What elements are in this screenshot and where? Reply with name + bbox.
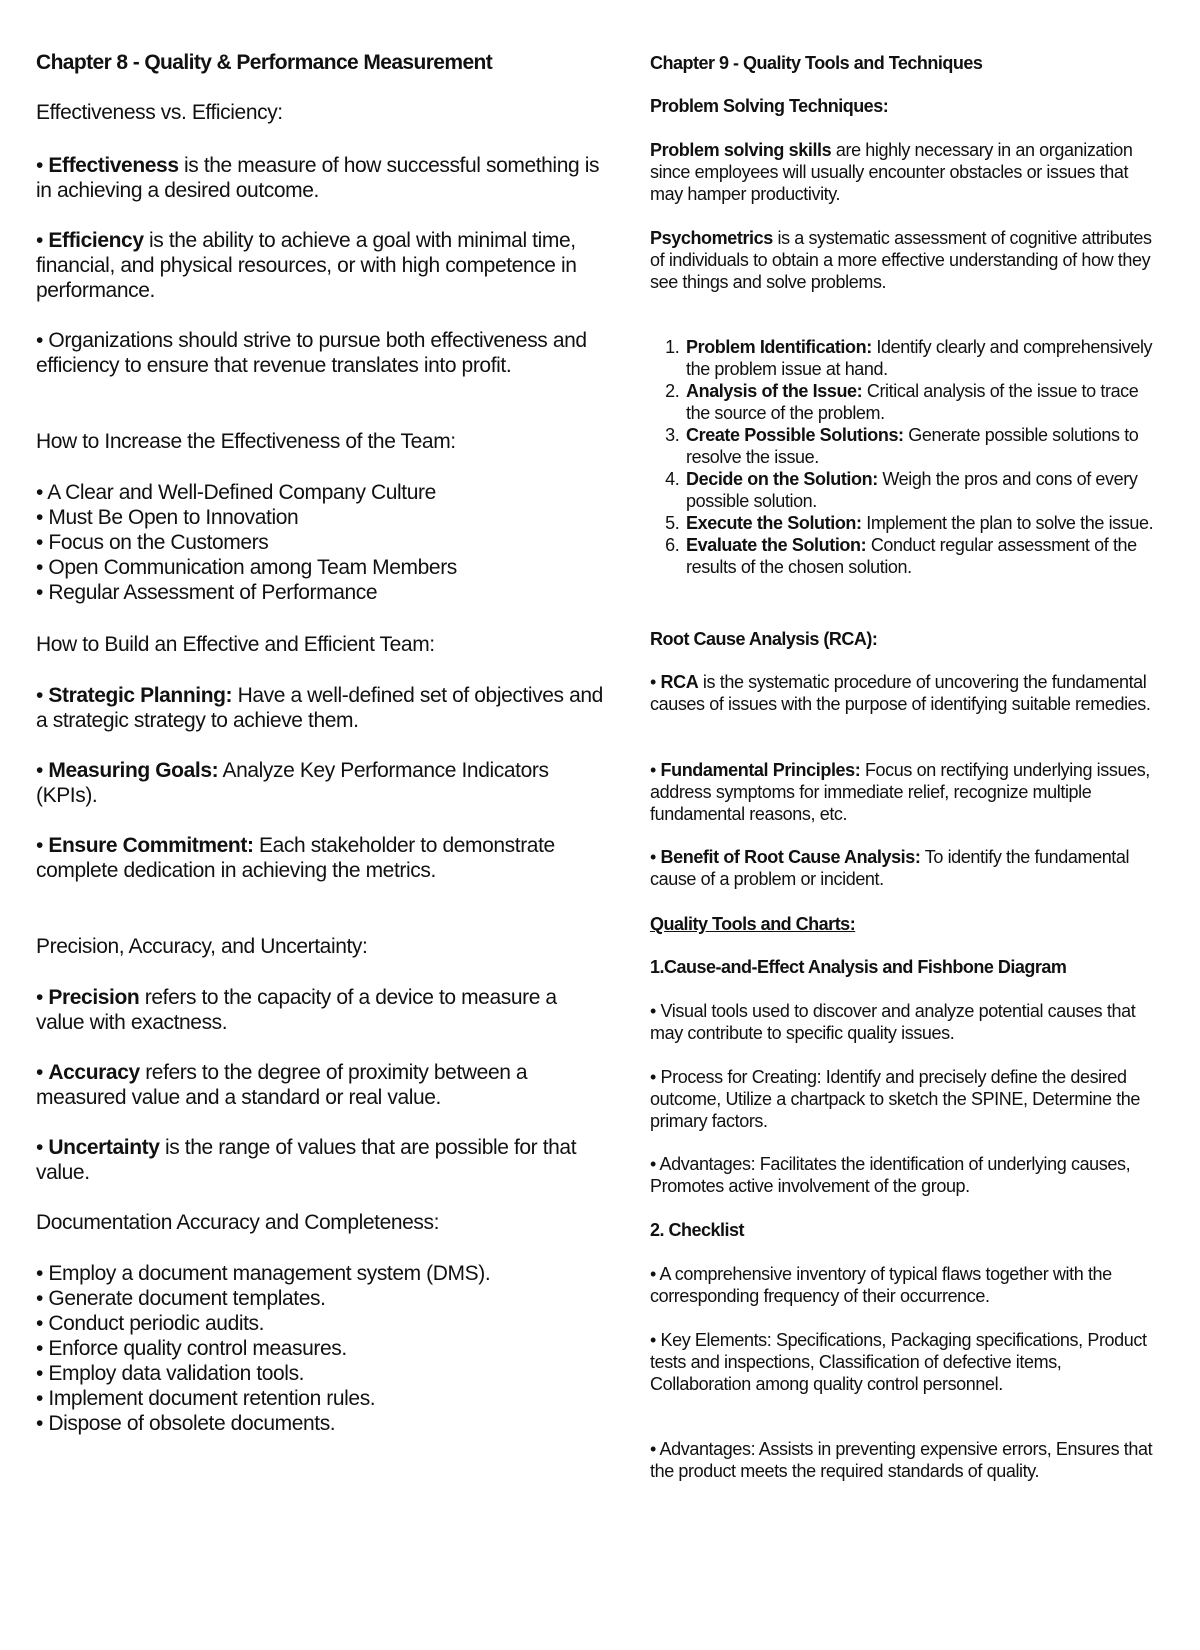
chapter-8-title: Chapter 8 - Quality & Performance Measurement	[36, 51, 493, 74]
bullet-fishbone-advantages: • Advantages: Facilitates the identification of underlying causes, Promotes active involvement of the group.	[650, 1154, 1131, 1196]
list-item: 2. Analysis of the Issue: Critical analysis of the issue to trace the source of the problem.	[684, 380, 1160, 424]
list-item: • Employ a document management system (DMS).	[36, 1262, 491, 1285]
tool-heading-fishbone: 1.Cause-and-Effect Analysis and Fishbone Diagram	[650, 957, 1067, 977]
bullet-inventory: • A comprehensive inventory of typical flaws together with the corresponding frequency of their occurrence.	[650, 1264, 1112, 1306]
list-item: • Employ data validation tools.	[36, 1362, 305, 1385]
list-item: 1. Problem Identification: Identify clearly and comprehensively the problem issue at hand.	[684, 336, 1160, 380]
list-item: 6. Evaluate the Solution: Conduct regular assessment of the results of the chosen solution.	[684, 534, 1160, 578]
section-heading: How to Increase the Effectiveness of the Team:	[36, 430, 456, 453]
section-heading: Problem Solving Techniques:	[650, 96, 889, 116]
list-item: • Enforce quality control measures.	[36, 1337, 347, 1360]
bullet-rca: • RCA is the systematic procedure of uncovering the fundamental causes of issues with the purpose of identifying suitable remedies.	[650, 672, 1151, 714]
effectiveness-list	[36, 480, 457, 605]
problem-solving-steps	[650, 336, 1160, 578]
bullet-fundamental-principles: • Fundamental Principles: Focus on rectifying underlying issues, address symptoms for immediate relief, recognize multiple fundamental reasons, etc.	[650, 760, 1150, 824]
bullet-efficiency: • Efficiency is the ability to achieve a goal with minimal time, financial, and physical resources, or with high competence in performance.	[36, 229, 577, 302]
bullet-uncertainty: • Uncertainty is the range of values that are possible for that value.	[36, 1136, 577, 1184]
list-item: 3. Create Possible Solutions: Generate possible solutions to resolve the issue.	[684, 424, 1160, 468]
bullet-organizations: • Organizations should strive to pursue both effectiveness and efficiency to ensure that revenue translates into profit.	[36, 329, 587, 377]
bullet-strategic-planning: • Strategic Planning: Have a well-defined set of objectives and a strategic strategy to achieve them.	[36, 684, 603, 732]
list-item: • Dispose of obsolete documents.	[36, 1412, 336, 1435]
bullet-process-for-creating: • Process for Creating: Identify and precisely define the desired outcome, Utilize a chartpack to sketch the SPINE, Determine the primary factors.	[650, 1067, 1141, 1131]
section-heading: Effectiveness vs. Efficiency:	[36, 101, 283, 124]
list-item: • Conduct periodic audits.	[36, 1312, 265, 1335]
section-heading: Documentation Accuracy and Completeness:	[36, 1211, 440, 1234]
list-item: • A Clear and Well-Defined Company Culture	[36, 481, 436, 504]
section-heading: Root Cause Analysis (RCA):	[650, 629, 878, 649]
bullet-precision: • Precision refers to the capacity of a device to measure a value with exactness.	[36, 986, 557, 1034]
bullet-visual-tools: • Visual tools used to discover and analyze potential causes that may contribute to specific quality issues.	[650, 1001, 1136, 1043]
paragraph-psychometrics: Psychometrics is a systematic assessment of cognitive attributes of individuals to obtain a more effective understanding of how they see things and solve problems.	[650, 228, 1152, 292]
list-item: • Implement document retention rules.	[36, 1387, 376, 1410]
list-item: • Open Communication among Team Members	[36, 556, 457, 579]
bullet-accuracy: • Accuracy refers to the degree of proximity between a measured value and a standard or real value.	[36, 1061, 528, 1109]
section-heading: Precision, Accuracy, and Uncertainty:	[36, 935, 368, 958]
bullet-key-elements: • Key Elements: Specifications, Packaging specifications, Product tests and inspections, Classification of defective items, Collaboration among quality control personnel.	[650, 1330, 1147, 1394]
list-item: 5. Execute the Solution: Implement the plan to solve the issue.	[684, 512, 1160, 534]
list-item: • Must Be Open to Innovation	[36, 506, 299, 529]
bullet-measuring-goals: • Measuring Goals: Analyze Key Performance Indicators (KPIs).	[36, 759, 549, 807]
section-heading: Quality Tools and Charts:	[650, 914, 856, 934]
section-heading: How to Build an Effective and Efficient Team:	[36, 633, 435, 656]
tool-heading-checklist: 2. Checklist	[650, 1220, 745, 1240]
list-item: • Regular Assessment of Performance	[36, 581, 378, 604]
bullet-benefit-rca: • Benefit of Root Cause Analysis: To identify the fundamental cause of a problem or incident.	[650, 847, 1130, 889]
bullet-checklist-advantages: • Advantages: Assists in preventing expensive errors, Ensures that the product meets the required standards of quality.	[650, 1439, 1153, 1481]
chapter-9-title: Chapter 9 - Quality Tools and Techniques	[650, 53, 983, 73]
bullet-effectiveness: • Effectiveness is the measure of how successful something is in achieving a desired outcome.	[36, 154, 600, 202]
paragraph-problem-solving: Problem solving skills are highly necessary in an organization since employees will usually encounter obstacles or issues that may hamper productivity.	[650, 140, 1133, 204]
list-item: • Generate document templates.	[36, 1287, 326, 1310]
list-item: • Focus on the Customers	[36, 531, 269, 554]
bullet-ensure-commitment: • Ensure Commitment: Each stakeholder to demonstrate complete dedication in achieving the metrics.	[36, 834, 555, 882]
documentation-list	[36, 1261, 490, 1436]
list-item: 4. Decide on the Solution: Weigh the pros and cons of every possible solution.	[684, 468, 1160, 512]
